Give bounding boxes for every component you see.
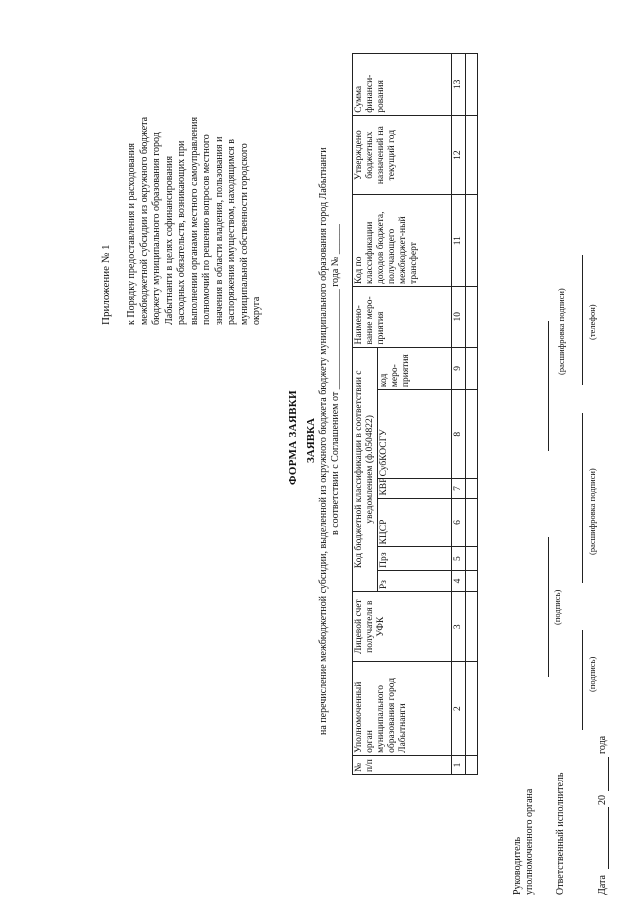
table-number-row <box>452 54 466 775</box>
appendix-line: бюджету муниципального образования город <box>151 132 162 325</box>
appendix-line: выполнении органами местного самоуправления <box>188 116 200 325</box>
date-label: Дата <box>597 875 608 895</box>
header-name: Наимено-вание меро-приятия <box>353 286 452 347</box>
col-number: 6 <box>452 498 466 547</box>
head-label: Руководитель уполномоченного органа <box>512 788 535 895</box>
head-signature-line <box>548 537 549 677</box>
appendix-text <box>126 0 264 325</box>
head-signature-caption: (подпись) <box>552 589 562 625</box>
appendix-line: значения в области владения, пользования и <box>213 136 225 325</box>
date-suffix: года <box>597 735 608 754</box>
request-heading: ЗАЯВКА <box>305 418 317 463</box>
header-kcsr: КЦСР <box>378 498 452 547</box>
head-decoding-caption: (расшифровка подписи) <box>556 288 566 375</box>
col-number: 1 <box>452 755 466 774</box>
phone-caption: (телефон) <box>587 304 597 340</box>
appendix-line: к Порядку предоставления и расходования <box>126 142 137 325</box>
appendix-line: межбюджетной субсидии из окружного бюджета <box>138 116 150 325</box>
header-approved: Утверждено бюджетных назначений на текущий год <box>353 115 452 195</box>
executor-decoding-caption: (расшифровка подписи) <box>587 468 597 555</box>
appendix-line: муниципальной собственности городского <box>238 143 250 325</box>
appendix-line: полномочий по решению вопросов местного <box>201 134 212 325</box>
header-classification: Код по классификации доходов бюджета, получающего межбюджет-ный трансферт <box>353 195 452 286</box>
request-table <box>352 53 478 775</box>
form-title: ФОРМА ЗАЯВКИ <box>287 390 299 485</box>
date-year-line <box>608 757 609 791</box>
executor-signature-caption: (подпись) <box>587 656 597 692</box>
appendix-title: Приложение № 1 <box>100 244 112 325</box>
col-number: 13 <box>452 54 466 116</box>
header-sum: Сумма финанси-рования <box>353 54 452 116</box>
executor-signature-line <box>582 630 583 730</box>
agreement-line: в соответствии с Соглашением от ____________________ года № ______ <box>330 224 341 535</box>
col-number: 10 <box>452 286 466 347</box>
appendix-line: расходных обязательств, возникающих при <box>176 140 187 325</box>
executor-decoding-line <box>582 413 583 583</box>
header-code-group: Код бюджетной классификации в соответствии с уведомлением (ф.0504822) <box>353 347 378 592</box>
col-number: 12 <box>452 115 466 195</box>
executor-label: Ответственный исполнитель <box>555 772 566 895</box>
header-kod-meropriyatiya: код меро-приятия <box>378 347 452 390</box>
date-year: 20 <box>597 795 608 805</box>
date-day-line <box>608 807 609 869</box>
appendix-line: округа <box>251 296 262 325</box>
table-data-row <box>466 54 478 775</box>
request-subtitle: на перечисление межбюджетной субсидии, выделенной из окружного бюджета бюджету муниципального образования город Лабытнанги <box>318 147 329 735</box>
header-num: № п/п <box>353 755 452 774</box>
head-decoding-line <box>548 321 549 451</box>
appendix-line: распоряжения имуществом, находящимся в <box>226 139 237 325</box>
col-number: 3 <box>452 592 466 662</box>
col-number: 8 <box>452 390 466 479</box>
header-rz: Рз <box>378 570 452 591</box>
col-number: 9 <box>452 347 466 390</box>
col-number: 4 <box>452 570 466 591</box>
col-number: 7 <box>452 479 466 498</box>
col-number: 5 <box>452 547 466 570</box>
col-number: 11 <box>452 195 466 286</box>
header-prz: Прз <box>378 547 452 570</box>
header-kvr: КВР <box>378 479 452 498</box>
col-number: 2 <box>452 662 466 756</box>
header-organ: Уполномоченный орган муниципального образования город Лабытнанги <box>353 662 452 756</box>
header-account: Лицевой счет получателя в УФК <box>353 592 452 662</box>
appendix-line: Лабытнанги в целях софинансирования <box>163 155 175 325</box>
phone-line <box>582 255 583 385</box>
header-subkosgu: СубКОСГУ <box>378 390 452 479</box>
table-header-row <box>353 54 378 775</box>
